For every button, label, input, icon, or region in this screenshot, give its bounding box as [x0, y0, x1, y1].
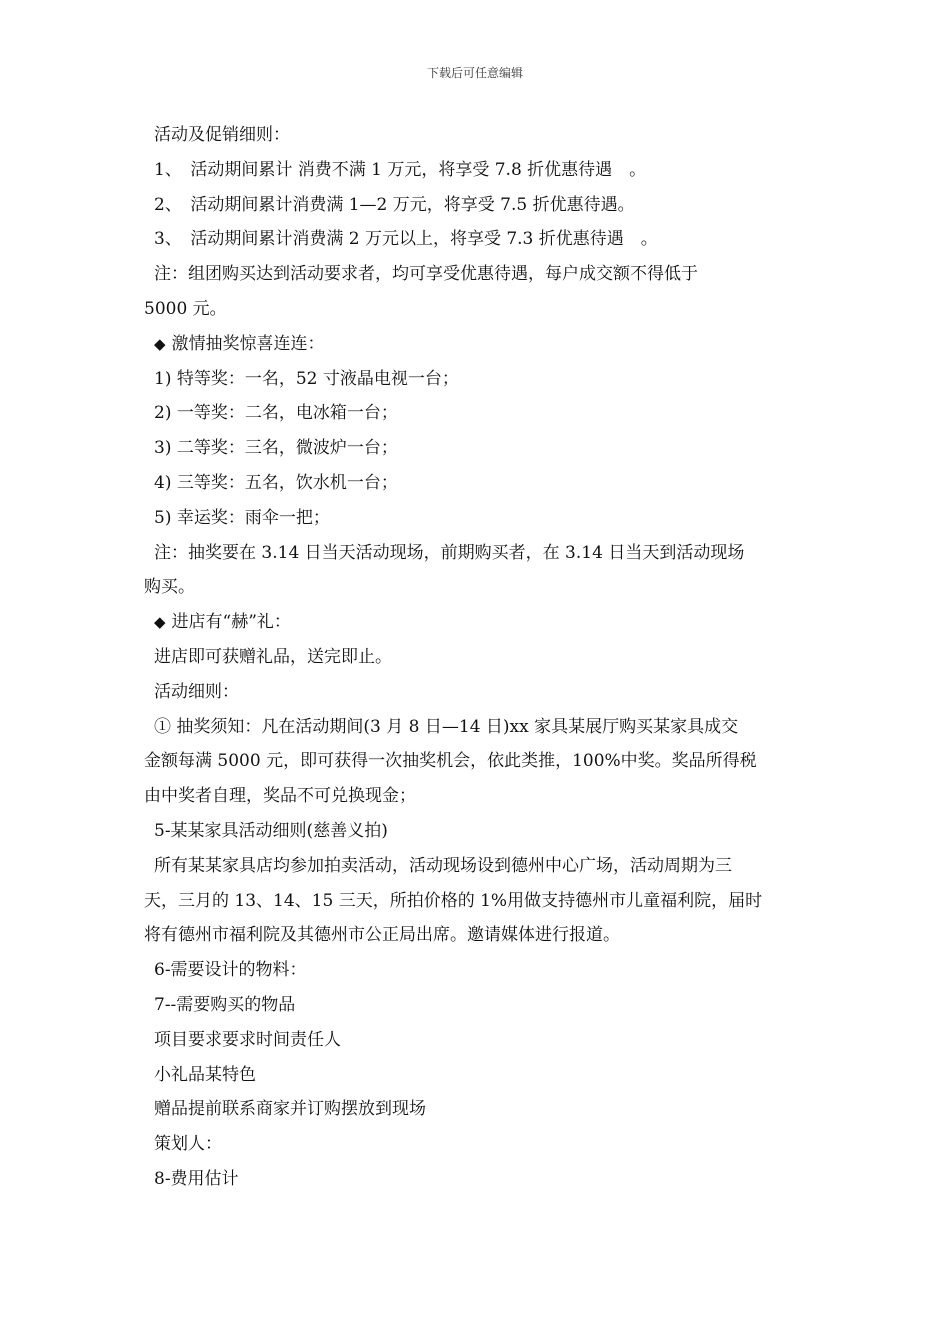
lottery-instructions-cont-2: 由中奖者自理，奖品不可兑换现金； [144, 786, 416, 807]
auction-paragraph: 所有某某家具店均参加拍卖活动，活动现场设到德州中心广场，活动周期为三 [154, 855, 732, 876]
diamond-bullet-icon: ◆ [154, 613, 166, 632]
auction-paragraph-cont-1: 天，三月的 13、14、15 三天，所拍价格的 1%用做支持德州市儿童福利院，届时 [144, 890, 763, 911]
diamond-bullet-icon: ◆ [154, 334, 166, 353]
note-lottery-cont: 购买。 [144, 577, 195, 598]
prize-item-5: 5) 幸运奖：雨伞一把； [154, 507, 330, 528]
section-title-charity-auction: 5-某某家具活动细则(慈善义拍) [154, 820, 388, 841]
rule-item-1: 1、 活动期间累计 消费不满 1 万元，将享受 7.8 折优惠待遇 。 [154, 159, 647, 180]
prize-item-3: 3) 二等奖：三名，微波炉一台； [154, 438, 398, 459]
section-title-activity-details: 活动细则： [154, 681, 239, 702]
item-gift-order: 赠品提前联系商家并订购摆放到现场 [154, 1099, 426, 1120]
lottery-instructions: ① 抽奖须知：凡在活动期间(3 月 8 日—14 日)xx 家具某展厅购买某家具成交 [154, 716, 739, 737]
item-small-gift: 小礼品某特色 [154, 1064, 256, 1085]
bullet-lottery-heading [144, 327, 824, 362]
table-header-text: 项目要求要求时间责任人 [154, 1029, 341, 1050]
prize-item-4: 4) 三等奖：五名，饮水机一台； [154, 472, 398, 493]
lottery-instructions-cont-1: 金额每满 5000 元，即可获得一次抽奖机会，依此类推，100%中奖。奖品所得税 [144, 751, 757, 772]
document-body [144, 118, 824, 1197]
bullet-gift-heading [144, 605, 824, 640]
note-lottery: 注：抽奖要在 3.14 日当天活动现场，前期购买者，在 3.14 日当天到活动现场 [154, 542, 745, 563]
rule-item-2: 2、 活动期间累计消费满 1—2 万元，将享受 7.5 折优惠待遇。 [154, 194, 635, 215]
note-group-purchase: 注：组团购买达到活动要求者，均可享受优惠待遇，每户成交额不得低于 [154, 264, 698, 285]
auction-paragraph-cont-2: 将有德州市福利院及其德州市公正局出席。邀请媒体进行报道。 [144, 925, 620, 946]
prize-item-1: 1) 特等奖：一名，52 寸液晶电视一台； [154, 368, 459, 389]
section-title-promo-rules: 活动及促销细则： [154, 125, 290, 145]
planner-label: 策划人： [154, 1134, 222, 1155]
note-group-purchase-cont: 5000 元。 [144, 298, 227, 319]
prize-item-2: 2) 一等奖：二名，电冰箱一台； [154, 403, 398, 424]
bullet-lottery-text: 激情抽奖惊喜连连： [171, 333, 325, 354]
section-title-design-materials: 6-需要设计的物料： [154, 960, 307, 981]
page-header: 下载后可任意编辑 [426, 66, 523, 80]
section-title-cost-estimate: 8-费用估计 [154, 1168, 239, 1189]
bullet-gift-text: 进店有“赫”礼： [171, 612, 291, 633]
gift-description: 进店即可获赠礼品，送完即止。 [154, 646, 392, 667]
rule-item-3: 3、 活动期间累计消费满 2 万元以上，将享受 7.3 折优惠待遇 。 [154, 229, 658, 250]
section-title-purchase-items: 7--需要购买的物品 [154, 994, 296, 1015]
